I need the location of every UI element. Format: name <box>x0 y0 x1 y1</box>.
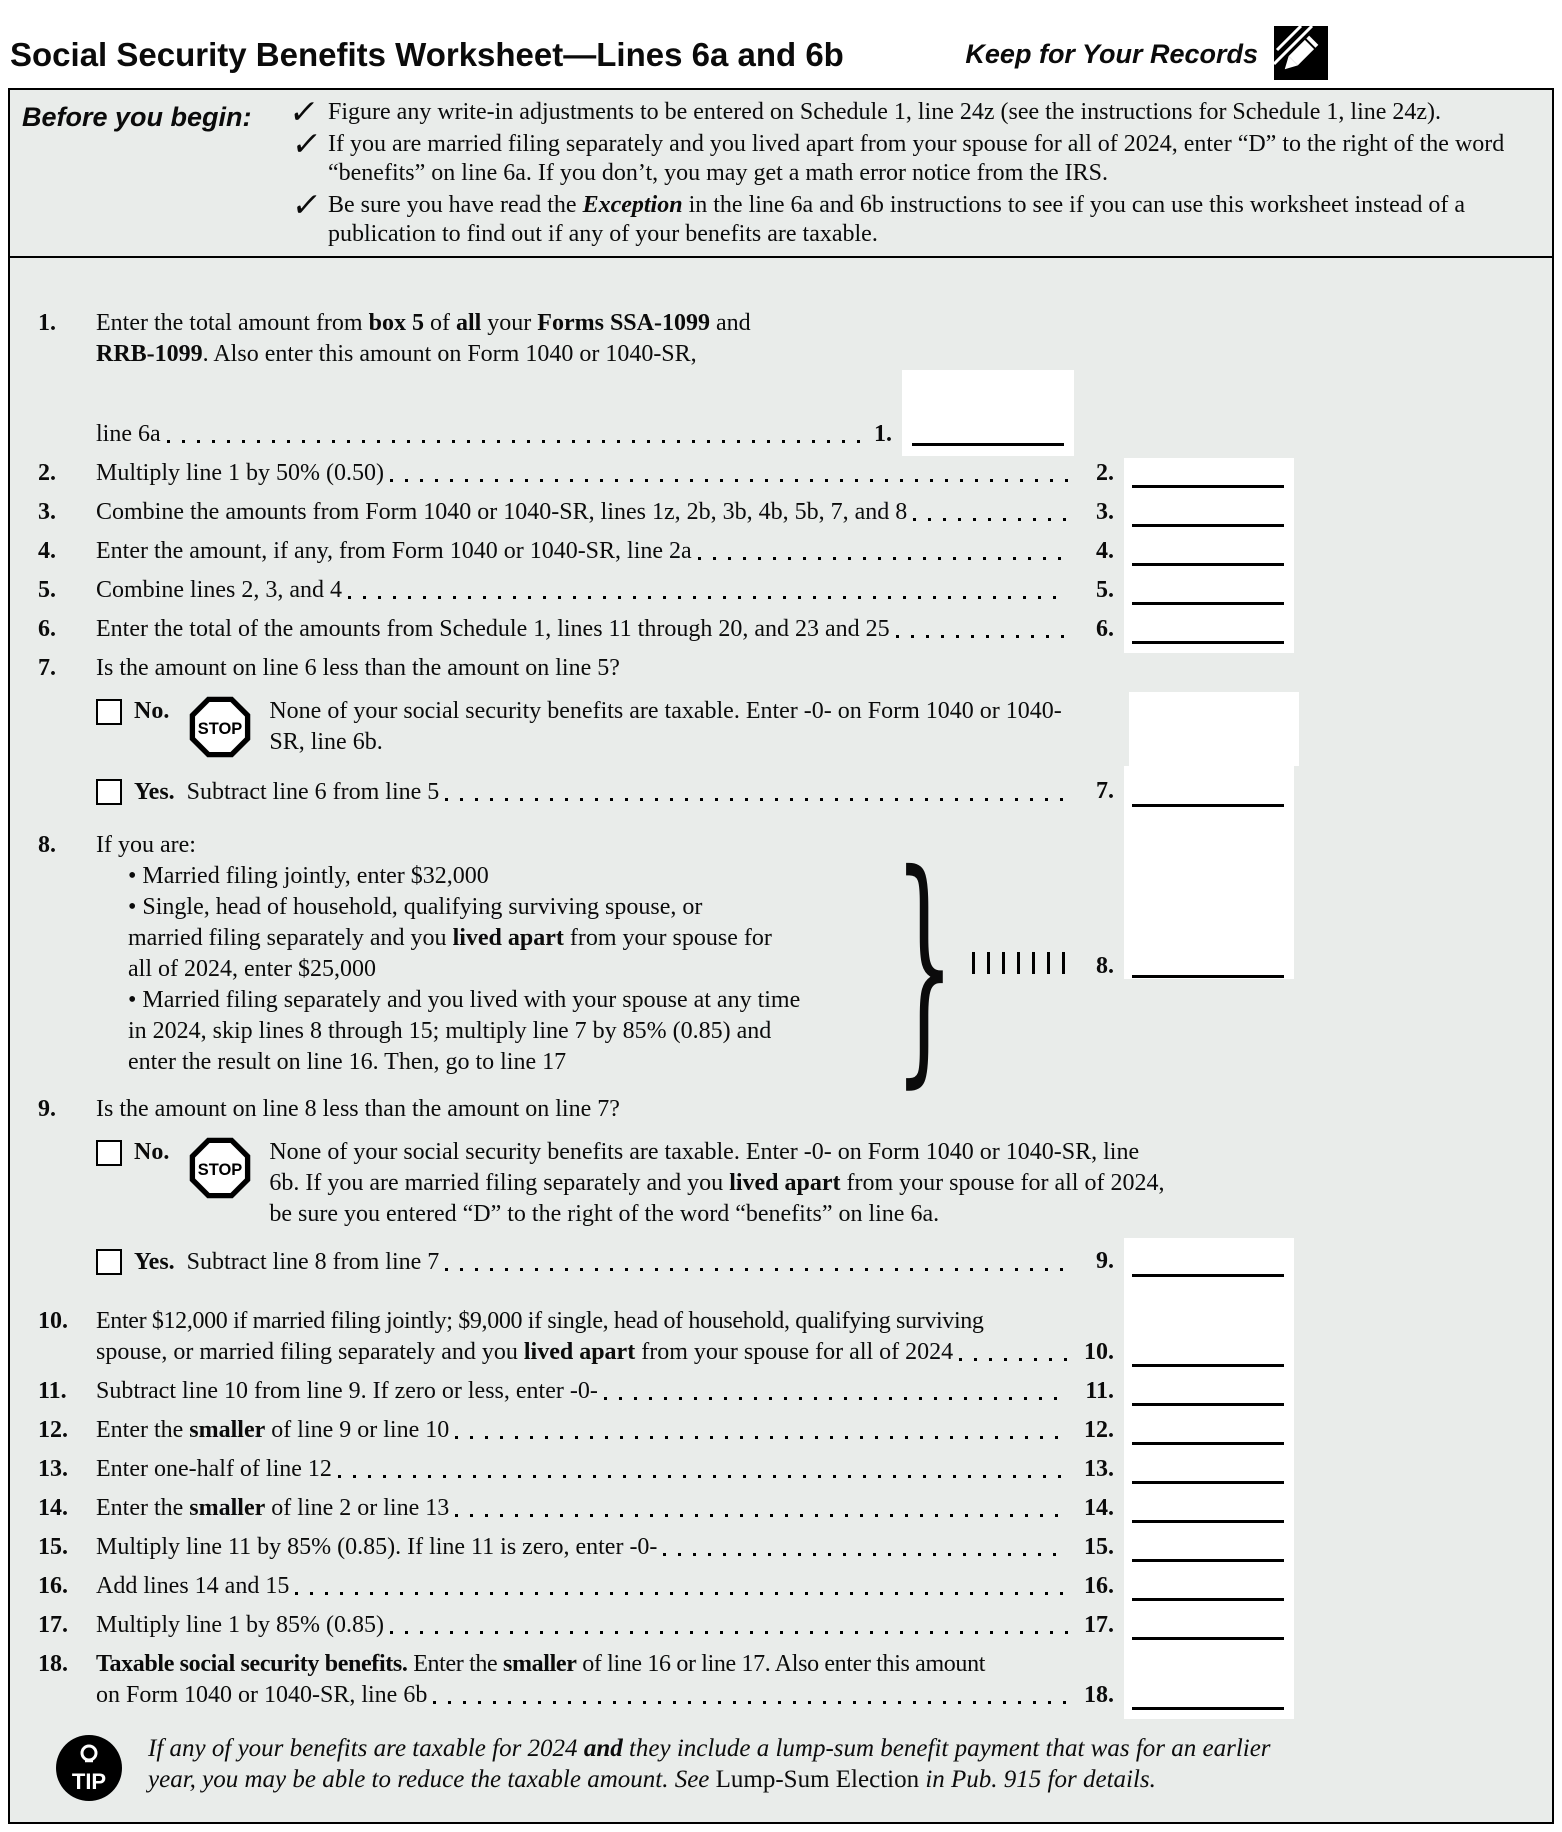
amount-entry-line-14[interactable] <box>1124 1493 1294 1532</box>
amount-underline <box>1132 1707 1284 1710</box>
worksheet-body <box>10 258 1552 1803</box>
line-number-right: 16. <box>1084 1573 1114 1599</box>
line-number: 16. <box>38 1573 68 1599</box>
line-number: 3. <box>38 499 56 525</box>
line-text-content: Add lines 14 and 15 <box>96 1573 290 1599</box>
dot-leader <box>167 419 862 450</box>
line-text-content: Enter the smaller of line 2 or line 13 <box>96 1495 450 1521</box>
bullet-item: • Married filing jointly, enter $32,000 <box>128 863 489 889</box>
worksheet-line-17 <box>10 1610 1552 1649</box>
line-number-right: 9. <box>1096 1248 1114 1274</box>
tip-section <box>10 1719 1552 1803</box>
before-item-list <box>286 92 1538 252</box>
stop-icon <box>189 1137 251 1199</box>
line-text-content: Enter the amount, if any, from Form 1040 or 1040-SR, line 2a <box>96 538 692 564</box>
line-number-right: 6. <box>1096 616 1114 642</box>
line-text: Is the amount on line 6 less than the amount on line 5? <box>96 655 620 681</box>
line-text <box>96 1571 1074 1610</box>
amount-underline <box>912 443 1064 446</box>
yes-label: Yes. <box>134 1249 175 1275</box>
no-label: No. <box>134 698 170 724</box>
worksheet-line-7 <box>10 653 1552 692</box>
line-text <box>96 1610 1074 1649</box>
line-text <box>96 1532 1074 1571</box>
dot-leader <box>338 1454 1068 1485</box>
amount-underline <box>1132 1481 1284 1484</box>
dot-leader <box>663 1532 1068 1563</box>
checkbox-yes-line-9[interactable] <box>96 1249 122 1275</box>
line-text-content: Enter one-half of line 12 <box>96 1456 332 1482</box>
amount-entry-line-17[interactable] <box>1124 1610 1294 1649</box>
dot-leader <box>390 458 1068 489</box>
dot-leader <box>390 1610 1068 1641</box>
dot-leader <box>913 497 1068 528</box>
amount-underline <box>1132 1442 1284 1445</box>
line-8-bullets: • Married filing jointly, enter $32,000 • Single, head of household, qualifying surviving spouse, or married filing separately and you lived apart from your spouse for all of 2024, enter $25,000 • Married filing separately and you lived with your spouse at any time in 2024, skip lines 8 through 15; multiply line 7 by 85% (0.85) and enter the result on line 16. Then, go to line 17 <box>128 861 896 1078</box>
line-number: 17. <box>38 1612 68 1638</box>
line-text-content: Subtract line 10 from line 9. If zero or less, enter -0- <box>96 1378 598 1404</box>
line-text <box>96 458 1074 497</box>
no-option-text: None of your social security benefits are taxable. Enter -0- on Form 1040 or 1040-SR, line 6b. <box>269 698 1062 755</box>
line-text-content: Multiply line 11 by 85% (0.85). If line 11 is zero, enter -0- <box>96 1534 658 1560</box>
line-number: 15. <box>38 1534 68 1560</box>
amount-underline <box>1132 1403 1284 1406</box>
checkmark-icon: ✓ <box>289 185 324 224</box>
dot-leader <box>433 1680 1068 1711</box>
dot-leader <box>455 1493 1068 1524</box>
amount-underline <box>1132 804 1284 807</box>
amount-underline <box>1132 1598 1284 1601</box>
amount-underline <box>1132 1364 1284 1367</box>
line-text <box>96 536 1074 575</box>
line-number: 13. <box>38 1456 68 1482</box>
line-number-right: 10. <box>1084 1339 1114 1365</box>
line-text-row: Taxable social security benefits. Enter the smaller of line 16 or line 17. Also enter this amount <box>96 1651 986 1677</box>
before-you-begin-label: Before you begin: <box>22 102 252 132</box>
worksheet-line-9 <box>10 1086 1552 1133</box>
amount-entry-line-16[interactable] <box>1124 1571 1294 1610</box>
dot-leader <box>896 614 1068 645</box>
line-text-row: on Form 1040 or 1040-SR, line 6b <box>96 1682 428 1708</box>
amount-underline <box>1132 485 1284 488</box>
line-7-yes-row <box>10 766 1552 816</box>
line-9-yes-option <box>96 1238 1074 1286</box>
amount-entry-line-8[interactable] <box>1124 816 1294 1086</box>
amount-entry-line-6[interactable] <box>1124 614 1294 653</box>
line-number-right: 12. <box>1084 1417 1114 1443</box>
dot-leader <box>959 1337 1068 1368</box>
amount-underline <box>1132 1637 1284 1640</box>
line-number: 12. <box>38 1417 68 1443</box>
line-text-content: Combine the amounts from Form 1040 or 1040-SR, lines 1z, 2b, 3b, 4b, 5b, 7, and 8 <box>96 499 908 525</box>
checkmark-icon: ✓ <box>286 92 322 131</box>
amount-entry-line-9[interactable] <box>1124 1238 1294 1286</box>
amount-underline <box>1132 641 1284 644</box>
line-number-right: 3. <box>1096 499 1114 525</box>
dot-leader <box>455 1415 1068 1446</box>
line-number: 8. <box>38 832 56 858</box>
amount-underline <box>1132 563 1284 566</box>
line-text-content: line 6a <box>96 421 161 447</box>
pencil-icon <box>1274 26 1328 80</box>
line-text-content: Multiply line 1 by 85% (0.85) <box>96 1612 384 1638</box>
amount-underline <box>1132 1520 1284 1523</box>
line-text <box>96 1493 1074 1532</box>
no-label: No. <box>134 1139 170 1165</box>
amount-entry-line-5[interactable] <box>1124 575 1294 614</box>
line-number: 5. <box>38 577 56 603</box>
line-text <box>96 614 1074 653</box>
line-number-right: 1. <box>874 421 892 447</box>
before-item <box>289 185 1538 249</box>
line-text <box>96 816 896 1086</box>
svg-text:TIP: TIP <box>71 1769 107 1794</box>
header <box>10 8 1562 80</box>
line-number-right: 5. <box>1096 577 1114 603</box>
line-text-content: Combine lines 2, 3, and 4 <box>96 577 342 603</box>
yes-option-text: Subtract line 6 from line 5 <box>186 779 440 805</box>
worksheet-line-1 <box>10 308 1552 458</box>
line-number-right: 7. <box>1096 778 1114 804</box>
line-text <box>96 1649 1074 1719</box>
worksheet-line-2 <box>10 458 1552 497</box>
line-number: 7. <box>38 655 56 681</box>
line-number-right: 18. <box>1084 1682 1114 1708</box>
line-number: 2. <box>38 460 56 486</box>
before-item-text: Be sure you have read the Exception in the line 6a and 6b instructions to see if you can use this worksheet instead of a publication to find out if any of your benefits are taxable. <box>328 192 1466 247</box>
amount-entry-line-7[interactable] <box>1124 766 1294 816</box>
dot-leader <box>604 1376 1068 1407</box>
before-item-text: Figure any write-in adjustments to be entered on Schedule 1, line 24z (see the instructions for Schedule 1, line 24z). <box>328 99 1442 125</box>
worksheet-line-16 <box>10 1571 1552 1610</box>
worksheet-line-14 <box>10 1493 1552 1532</box>
worksheet-line-5 <box>10 575 1552 614</box>
svg-text:STOP: STOP <box>198 719 243 738</box>
no-option-text: None of your social security benefits are taxable. Enter -0- on Form 1040 or 1040-SR, line 6b. If you are married filing separately and you lived apart from your spouse for all of 2024, be sure you entered “D” to the right of the word “benefits” on line 6a. <box>269 1139 1165 1227</box>
amount-underline <box>1132 975 1284 978</box>
keep-for-records-label: Keep for Your Records <box>965 39 1258 69</box>
line-text <box>96 1286 1074 1376</box>
line-text-row: RRB-1099. Also enter this amount on Form 1040 or 1040-SR, <box>96 341 697 367</box>
line-text <box>96 497 1074 536</box>
line-number: 11. <box>38 1378 67 1404</box>
line-number: 9. <box>38 1096 56 1122</box>
line-text: Is the amount on line 8 less than the amount on line 7? <box>96 1096 620 1122</box>
amount-underline <box>1132 1559 1284 1562</box>
dot-leader <box>698 536 1068 567</box>
curly-brace: } <box>893 821 955 1109</box>
svg-text:STOP: STOP <box>198 1160 243 1179</box>
page-title: Social Security Benefits Worksheet—Lines 6a and 6b <box>10 36 844 73</box>
line-9-no-row <box>10 1133 1552 1238</box>
dot-leader <box>445 1247 1068 1278</box>
line-9-yes-row <box>10 1238 1552 1286</box>
amount-entry-line-13[interactable] <box>1124 1454 1294 1493</box>
line-number: 6. <box>38 616 56 642</box>
amount-entry-line-11[interactable] <box>1124 1376 1294 1415</box>
line-number-right: 4. <box>1096 538 1114 564</box>
bullet-item: • Single, head of household, qualifying surviving spouse, or <box>128 894 703 920</box>
line-text-content: Multiply line 1 by 50% (0.50) <box>96 460 384 486</box>
worksheet-line-4 <box>10 536 1552 575</box>
worksheet-line-15 <box>10 1532 1552 1571</box>
checkmark-icon: ✓ <box>289 124 324 163</box>
line-number-right: 13. <box>1084 1456 1114 1482</box>
amount-underline <box>1132 524 1284 527</box>
amount-entry-line-4[interactable] <box>1124 536 1294 575</box>
amount-entry-line-10[interactable] <box>1124 1286 1294 1376</box>
amount-underline <box>1132 1274 1284 1277</box>
line-number: 1. <box>38 310 56 336</box>
line-text-row: Enter the total amount from box 5 of all your Forms SSA-1099 and <box>96 310 751 336</box>
dot-leader <box>972 952 1068 974</box>
line-number-right: 15. <box>1084 1534 1114 1560</box>
line-text <box>96 575 1074 614</box>
line-7-no-option <box>96 692 1079 766</box>
line-number: 4. <box>38 538 56 564</box>
line-text-row: Enter $12,000 if married filing jointly; $9,000 if single, head of household, qualifying surviving <box>96 1308 984 1334</box>
worksheet-line-18 <box>10 1649 1552 1719</box>
line-number-right: 2. <box>1096 460 1114 486</box>
worksheet-line-11 <box>10 1376 1552 1415</box>
dot-leader <box>348 575 1068 606</box>
worksheet-line-10 <box>10 1286 1552 1376</box>
line-7-yes-option <box>96 766 1074 816</box>
line-text-content: Enter the total of the amounts from Schedule 1, lines 11 through 20, and 23 and 25 <box>96 616 890 642</box>
yes-label: Yes. <box>134 779 175 805</box>
amount-entry-line-3[interactable] <box>1124 497 1294 536</box>
line-number-right: 11. <box>1085 1378 1114 1404</box>
worksheet-line-3 <box>10 497 1552 536</box>
amount-entry-line-15[interactable] <box>1124 1532 1294 1571</box>
amount-underline <box>1132 602 1284 605</box>
line-number: 10. <box>38 1308 68 1334</box>
bullet-item: • Married filing separately and you lived with your spouse at any time <box>128 987 801 1013</box>
line-text <box>96 308 1074 458</box>
line-number-right: 8. <box>1096 952 1114 979</box>
line-text <box>96 1454 1074 1493</box>
line-text-row <box>96 370 1074 450</box>
tip-text: If any of your benefits are taxable for 2024 and they include a lump-sum benefit payment that was for an earlier year, you may be able to reduce the taxable amount. See Lump-Sum Election in Pub. 915 for details. <box>148 1735 1271 1793</box>
before-item <box>286 92 1538 131</box>
stop-icon <box>189 696 251 758</box>
line-7-no-row <box>10 692 1552 766</box>
amount-entry-line-12[interactable] <box>1124 1415 1294 1454</box>
before-you-begin-section <box>10 90 1552 256</box>
line-number: 18. <box>38 1651 68 1677</box>
line-text-content: Enter the smaller of line 9 or line 10 <box>96 1417 450 1443</box>
before-item-text: If you are married filing separately and you lived apart from your spouse for all of 2024, enter “D” to the right of the word “benefits” on line 6a. If you don’t, you may get a math error notice from the IRS. <box>328 131 1505 186</box>
line-number: 14. <box>38 1495 68 1521</box>
line-number-right: 17. <box>1084 1612 1114 1638</box>
checkbox-no-line-9[interactable] <box>96 1140 122 1166</box>
checkbox-yes-line-7[interactable] <box>96 779 122 805</box>
worksheet-line-12 <box>10 1415 1552 1454</box>
line-8-intro: If you are: <box>96 832 196 858</box>
dot-leader <box>445 777 1068 808</box>
line-number-right: 14. <box>1084 1495 1114 1521</box>
line-text-row: spouse, or married filing separately and you lived apart from your spouse for all of 2024 <box>96 1339 954 1365</box>
yes-option-text: Subtract line 8 from line 7 <box>186 1249 440 1275</box>
worksheet-line-6 <box>10 614 1552 653</box>
before-item <box>289 124 1538 188</box>
checkbox-no-line-7[interactable] <box>96 699 122 725</box>
line-text <box>96 1415 1074 1454</box>
amount-box-line-1[interactable] <box>902 370 1074 456</box>
line-text <box>96 1376 1074 1415</box>
tip-icon <box>54 1733 124 1803</box>
worksheet-sheet <box>8 88 1554 1824</box>
amount-entry-line-18[interactable] <box>1124 1649 1294 1719</box>
amount-entry-line-2[interactable] <box>1124 458 1294 497</box>
worksheet-line-13 <box>10 1454 1552 1493</box>
dot-leader <box>295 1571 1068 1602</box>
